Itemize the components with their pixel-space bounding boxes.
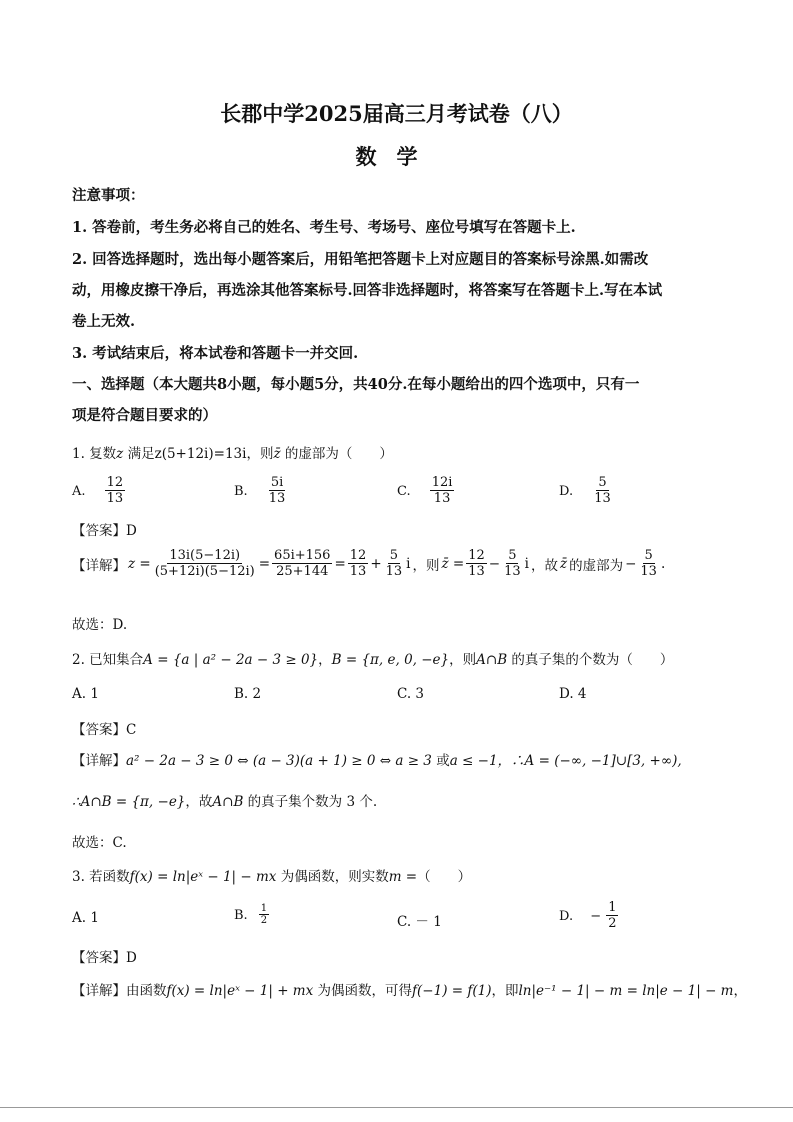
detail-fraction-5 — [466, 548, 487, 579]
detail-text: 为偶函数，可得 — [313, 983, 413, 999]
detail-text: 由函数 — [126, 983, 167, 999]
q1-option-a-fraction — [105, 475, 126, 506]
q2-stem-text-3: 的真子集的个数为（ ） — [507, 652, 674, 668]
q3-option-d — [559, 900, 618, 931]
denominator: 13 — [106, 491, 124, 506]
numerator: 5i — [270, 475, 284, 490]
q1-var-z: z — [116, 446, 124, 462]
plus-sign: + — [370, 555, 382, 572]
q1-answer: 【答案】D — [72, 523, 137, 539]
subject-title: 数学 — [355, 144, 438, 169]
q2-detail-line-1 — [72, 749, 682, 769]
detail-math: a ≤ −1 — [449, 753, 498, 769]
q3-option-b-fraction — [259, 903, 269, 926]
detail-fraction-6 — [502, 548, 523, 579]
detail-text: ，故 — [530, 557, 558, 574]
q2-detail-line-2 — [72, 790, 377, 810]
q2-stem-text-2: ，则 — [449, 652, 477, 668]
q2-stem-text: 2. 已知集合 — [72, 652, 144, 668]
q1-option-a — [72, 475, 125, 506]
q1-option-b-fraction — [267, 475, 288, 506]
q3-stem-text-3: （ ） — [417, 869, 472, 885]
page-bottom-divider — [0, 1107, 793, 1108]
imaginary-unit: i — [406, 555, 411, 572]
q1-choose: 故选：D. — [72, 617, 128, 633]
detail-label: 【详解】 — [72, 753, 126, 769]
denominator: 13 — [504, 564, 521, 579]
q1-option-d-fraction — [592, 475, 613, 506]
section-heading-line-1: 一、选择题（本大题共8小题，每小题5分，共40分.在每小题给出的四个选项中，只有一 — [72, 376, 640, 393]
option-label: D. — [559, 484, 574, 499]
detail-text: 的真子集个数为 3 个. — [243, 794, 378, 810]
section-heading-line-2: 项是符合题目要求的） — [72, 407, 217, 424]
option-label: C. — [397, 484, 411, 499]
equals-sign: = — [334, 555, 346, 572]
q3-option-a: A. 1 — [72, 910, 99, 926]
q2-option-c: C. 3 — [397, 686, 425, 702]
denominator: 13 — [594, 491, 611, 506]
option-label: D. — [559, 909, 574, 924]
detail-zbar: z̄ — [559, 555, 568, 572]
q3-option-d-fraction — [606, 900, 618, 931]
q2-choose: 故选：C. — [72, 835, 127, 851]
minus-sign: − — [625, 555, 637, 572]
q1-stem-text-4: 的虚部为（ ） — [280, 446, 393, 462]
notice-item-2-line-2: 动，用橡皮擦干净后，再选涂其他答案标号.回答非选择题时，将答案写在答题卡上.写在本试 — [72, 282, 663, 299]
detail-z: z = — [128, 555, 151, 572]
minus-sign: − — [590, 909, 602, 924]
numerator: 5 — [644, 548, 653, 563]
numerator: 12 — [349, 548, 367, 563]
q2-comma: ， — [318, 652, 332, 668]
numerator: 13i(5−12i) — [169, 548, 241, 563]
detail-text: ，故 — [185, 794, 213, 810]
detail-fraction-7 — [638, 548, 659, 579]
detail-math: a² − 2a − 3 ≥ 0 ⇔ (a − 3)(a + 1) ≥ 0 ⇔ a ≥ 3 — [126, 753, 432, 769]
q3-stem-text-2: 为偶函数，则实数 — [276, 869, 389, 885]
q1-option-b — [234, 475, 287, 506]
denominator: 13 — [349, 564, 367, 579]
detail-text: ， — [733, 983, 747, 999]
q1-var-zbar: z̄ — [273, 446, 281, 462]
q1-equation: z(5+12i)=13i — [154, 446, 247, 462]
period: . — [660, 555, 666, 572]
q2-set-b: B = {π, e, 0, −e} — [331, 652, 450, 668]
q3-option-b — [234, 903, 269, 926]
equals-sign: = — [258, 555, 271, 572]
q1-detail — [72, 548, 665, 579]
numerator: 12 — [106, 475, 124, 490]
q1-stem-text-2: 满足 — [123, 446, 155, 462]
detail-label: 【详解】 — [72, 983, 126, 999]
denominator: 13 — [268, 491, 286, 506]
q2-stem — [72, 648, 673, 668]
q2-intersection: A∩B — [476, 652, 508, 668]
denominator: 13 — [640, 564, 657, 579]
q2-option-b: B. 2 — [234, 686, 262, 702]
notice-item-2-line-3: 卷上无效. — [72, 313, 136, 330]
q3-stem-text: 3. 若函数 — [72, 869, 130, 885]
denominator: 13 — [433, 491, 451, 506]
detail-text: 的虚部为 — [569, 557, 624, 574]
q3-var-m: m = — [388, 869, 418, 885]
numerator: 1 — [260, 903, 268, 914]
q3-stem — [72, 865, 471, 885]
detail-text: ，即 — [491, 983, 519, 999]
detail-fraction-2 — [272, 548, 332, 579]
notice-item-3: 3. 考试结束后，将本试卷和答题卡一并交回. — [72, 345, 359, 362]
detail-fraction-4 — [384, 548, 405, 579]
detail-text: ，则 — [412, 557, 440, 574]
page-title: 长郡中学2025届高三月考试卷（八） — [220, 101, 573, 126]
numerator: 5 — [598, 475, 607, 490]
numerator: 12i — [431, 475, 453, 490]
detail-math: f(x) = ln|eˣ − 1| + mx — [166, 983, 314, 999]
notice-item-1: 1. 答卷前，考生务必将自己的姓名、考生号、考场号、座位号填写在答题卡上. — [72, 219, 576, 236]
denominator: 2 — [608, 916, 617, 931]
denominator: 13 — [385, 564, 403, 579]
q1-option-d — [559, 475, 613, 506]
numerator: 5 — [389, 548, 399, 563]
q2-answer: 【答案】C — [72, 722, 137, 738]
minus-sign: − — [488, 555, 501, 572]
denominator: 13 — [468, 564, 485, 579]
denominator: 2 — [260, 915, 268, 926]
numerator: 1 — [608, 900, 617, 915]
q1-option-c — [397, 475, 454, 506]
detail-math: f(−1) = f(1) — [412, 983, 492, 999]
imaginary-unit: i — [524, 555, 529, 572]
numerator: 5 — [508, 548, 517, 563]
detail-zbar: z̄ = — [441, 555, 465, 572]
detail-text: 或 — [431, 753, 450, 769]
q2-option-d: D. 4 — [559, 686, 587, 702]
numerator: 12 — [468, 548, 485, 563]
detail-math: A∩B — [212, 794, 244, 810]
denominator: 25+144 — [276, 564, 329, 579]
notice-heading: 注意事项： — [72, 187, 145, 204]
detail-math: ln|e⁻¹ − 1| − m = ln|e − 1| − m — [518, 983, 734, 999]
q1-stem-text-3: ，则 — [246, 446, 274, 462]
detail-fraction-1 — [153, 548, 257, 579]
q2-set-a: A = {a | a² − 2a − 3 ≥ 0} — [143, 652, 319, 668]
option-label: B. — [234, 484, 248, 499]
q1-option-c-fraction — [430, 475, 455, 506]
q1-stem-text: 1. 复数 — [72, 446, 117, 462]
detail-math: ，∴A = (−∞, −1]∪[3, +∞), — [497, 753, 682, 769]
q3-function: f(x) = ln|eˣ − 1| − mx — [129, 869, 277, 885]
detail-fraction-3 — [348, 548, 369, 579]
detail-math: ∴A∩B = {π, −e} — [72, 794, 186, 810]
option-label: B. — [234, 908, 248, 923]
q2-option-a: A. 1 — [72, 686, 99, 702]
q1-stem — [72, 442, 393, 462]
q3-option-c: C. － 1 — [397, 914, 442, 930]
numerator: 65i+156 — [274, 548, 331, 563]
denominator: (5+12i)(5−12i) — [154, 564, 255, 579]
detail-label: 【详解】 — [72, 557, 126, 574]
notice-item-2-line-1: 2. 回答选择题时，选出每小题答案后，用铅笔把答题卡上对应题目的答案标号涂黑.如需改 — [72, 251, 649, 268]
option-label: A. — [72, 484, 86, 499]
q3-answer: 【答案】D — [72, 950, 137, 966]
q3-detail — [72, 979, 747, 999]
